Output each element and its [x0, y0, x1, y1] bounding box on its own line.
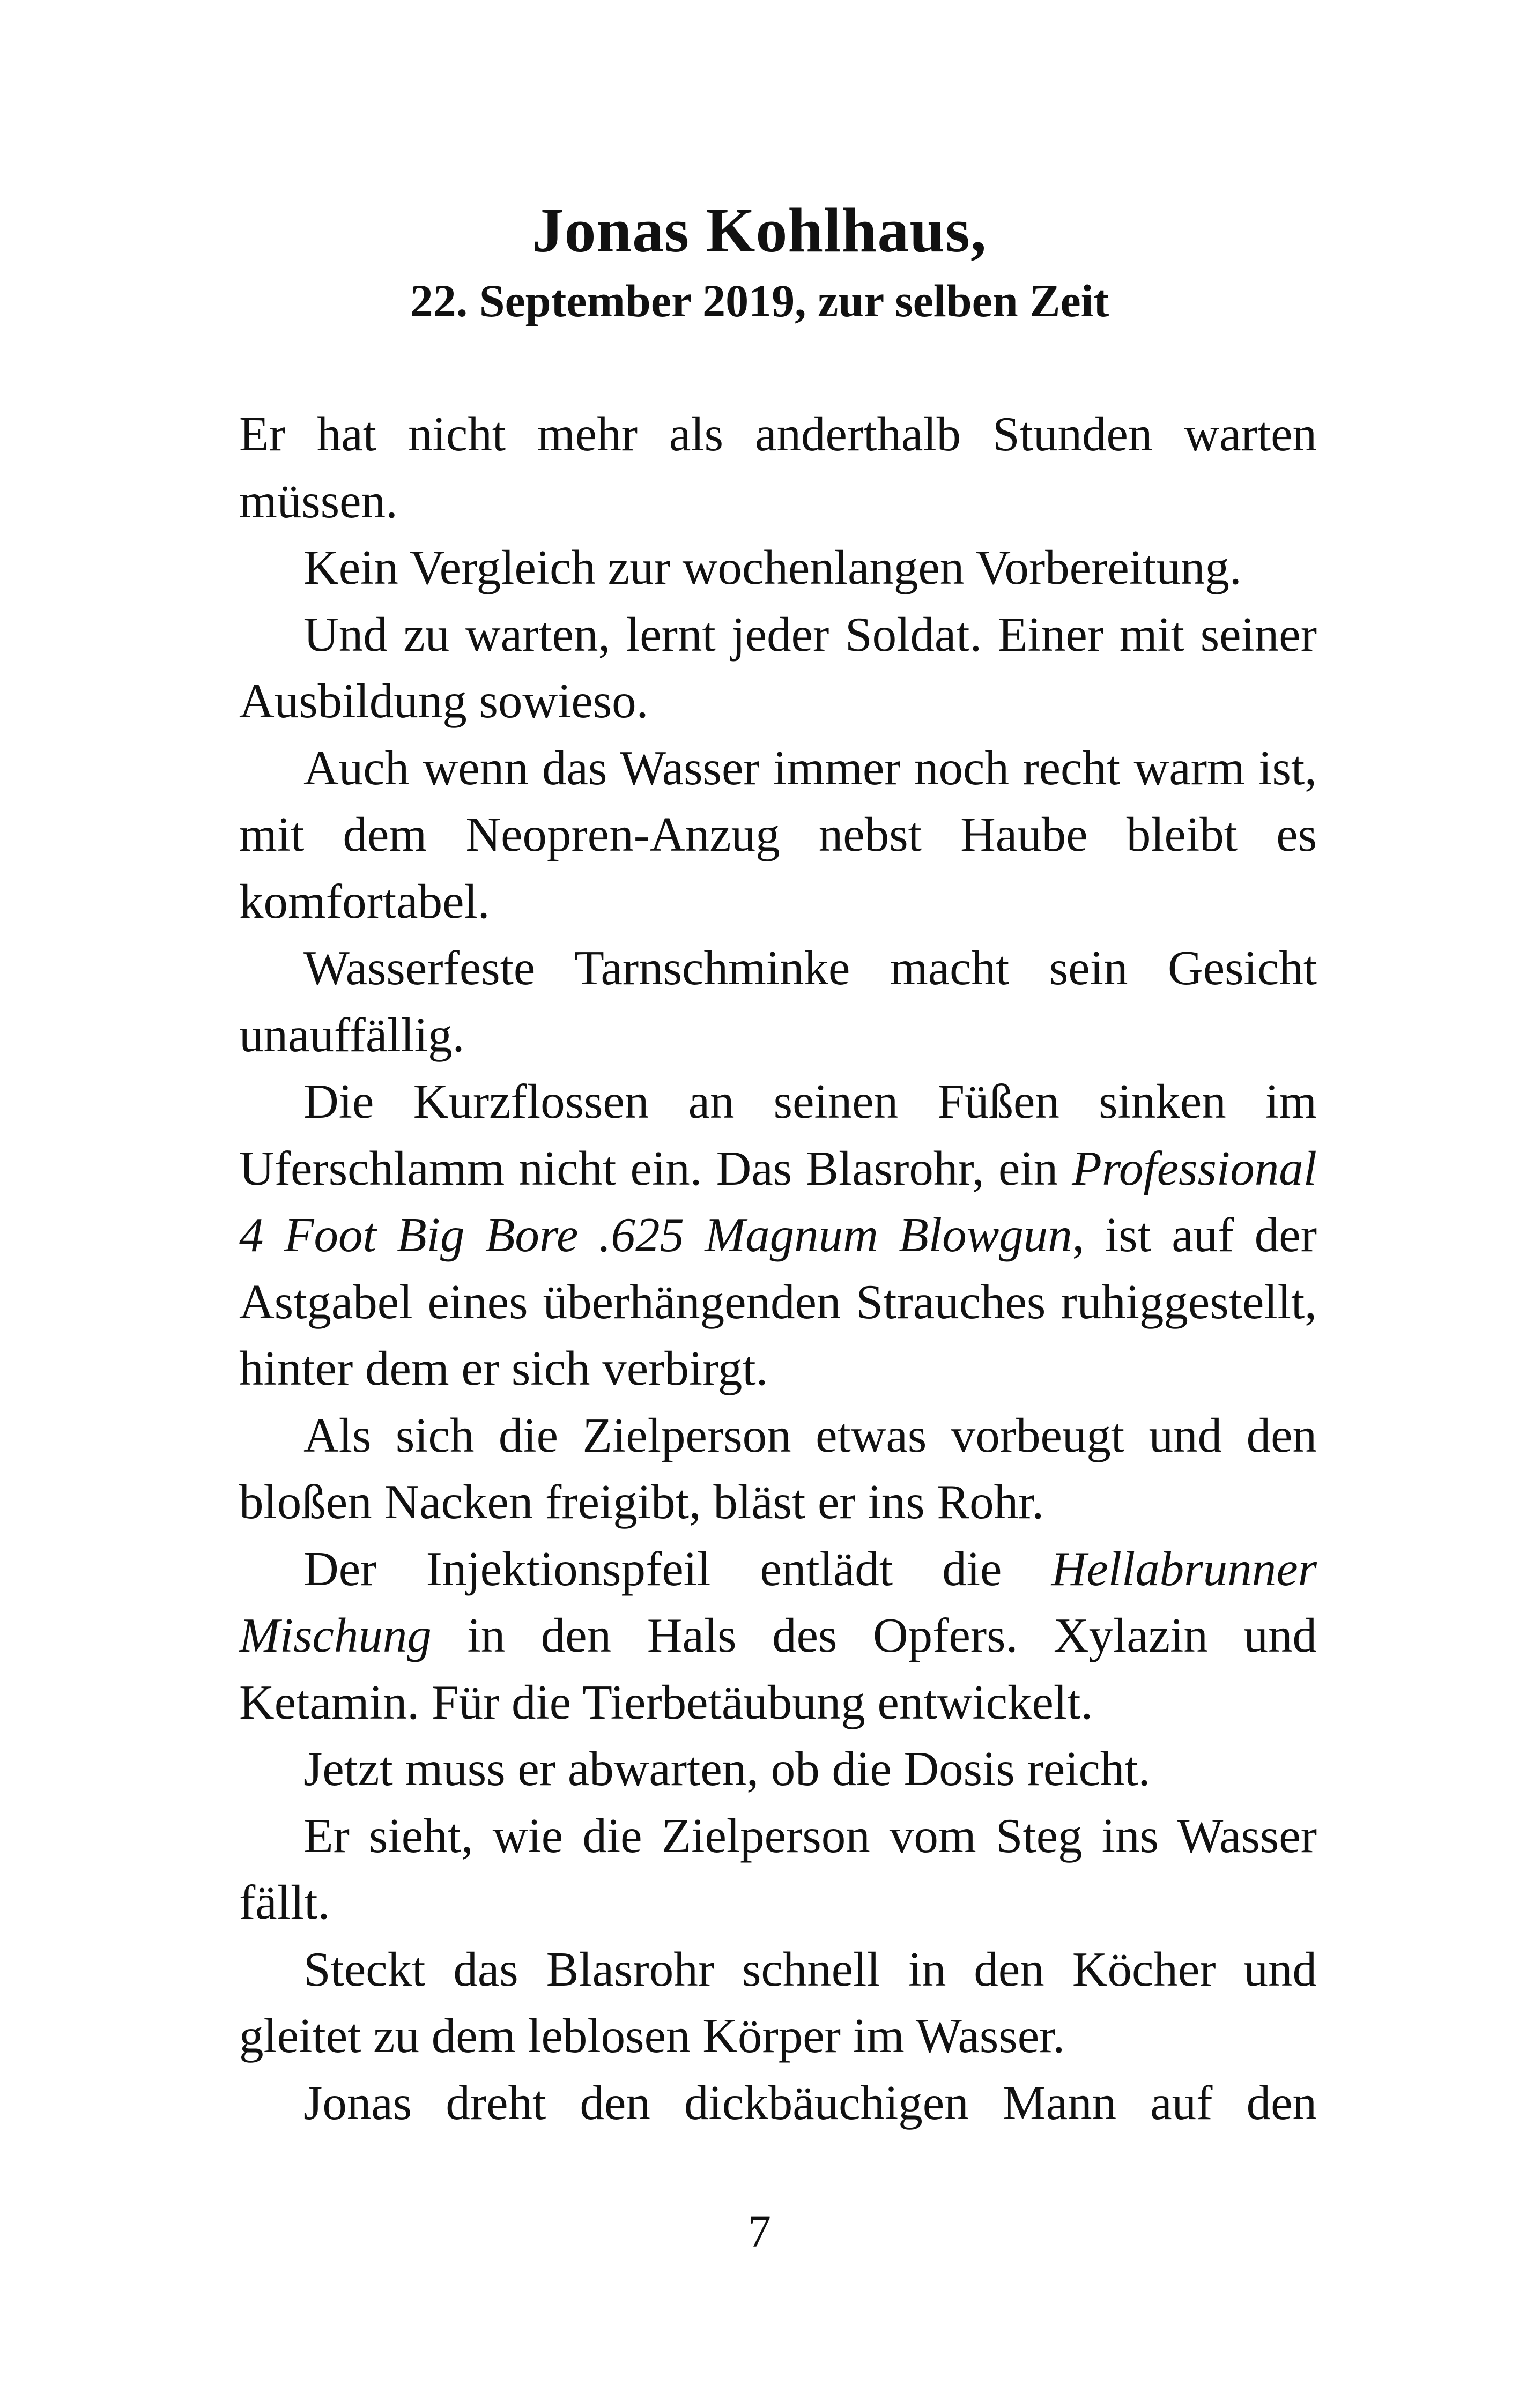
paragraph-8-text-before: Der Injektionspfeil entlädt die	[303, 1541, 1051, 1596]
paragraph-6-text-after: , ist auf der Astgabel eines überhängenden Strauches ruhiggestellt, hinter dem er sich verbirgt.	[239, 1208, 1317, 1395]
paragraph-6-text-before: Die Kurzflossen an seinen Füßen sinken im Uferschlamm nicht ein. Das Blasrohr, ein	[239, 1074, 1317, 1195]
chapter-title: Jonas Kohlhaus,	[532, 195, 987, 265]
paragraph-3: Und zu warten, lernt jeder Soldat. Einer mit seiner Ausbildung sowieso.	[239, 607, 1317, 728]
page-number: 7	[748, 2205, 771, 2257]
paragraph-10: Er sieht, wie die Zielperson vom Steg ins Wasser fällt.	[239, 1808, 1317, 1929]
paragraph-9: Jetzt muss er abwarten, ob die Dosis reicht.	[303, 1742, 1151, 1796]
paragraph-8-text-after: in den Hals des Opfers. Xylazin und Ketamin. Für die Tierbetäubung entwickelt.	[239, 1608, 1317, 1729]
paragraph-4: Auch wenn das Wasser immer noch recht warm ist, mit dem Neopren-Anzug nebst Haube bleibt es komfortabel.	[239, 740, 1317, 928]
paragraph-2: Kein Vergleich zur wochenlangen Vorbereitung.	[303, 540, 1242, 594]
chapter-subtitle: 22. September 2019, zur selben Zeit	[410, 275, 1109, 326]
paragraph-12: Jonas dreht den dickbäuchigen Mann auf den	[303, 2075, 1317, 2130]
paragraph-6-italic-product-name: Professional 4 Foot Big Bore .625 Magnum Blowgun	[239, 1141, 1317, 1262]
chapter-heading	[0, 193, 1519, 330]
paragraph-1: Er hat nicht mehr als anderthalb Stunden warten müssen.	[239, 407, 1317, 528]
paragraph-8	[239, 1536, 1317, 1736]
paragraph-5: Wasserfeste Tarnschminke macht sein Gesicht unauffällig.	[239, 941, 1317, 1062]
paragraph-8-italic-mixture-name: Hellabrunner Mischung	[239, 1541, 1317, 1662]
paragraph-6	[239, 1068, 1317, 1402]
paragraph-7: Als sich die Zielperson etwas vorbeugt und den bloßen Nacken freigibt, bläst er ins Rohr.	[239, 1408, 1317, 1529]
paragraph-11: Steckt das Blasrohr schnell in den Köcher und gleitet zu dem leblosen Körper im Wasser.	[239, 1942, 1317, 2063]
body-text	[239, 401, 1317, 2136]
